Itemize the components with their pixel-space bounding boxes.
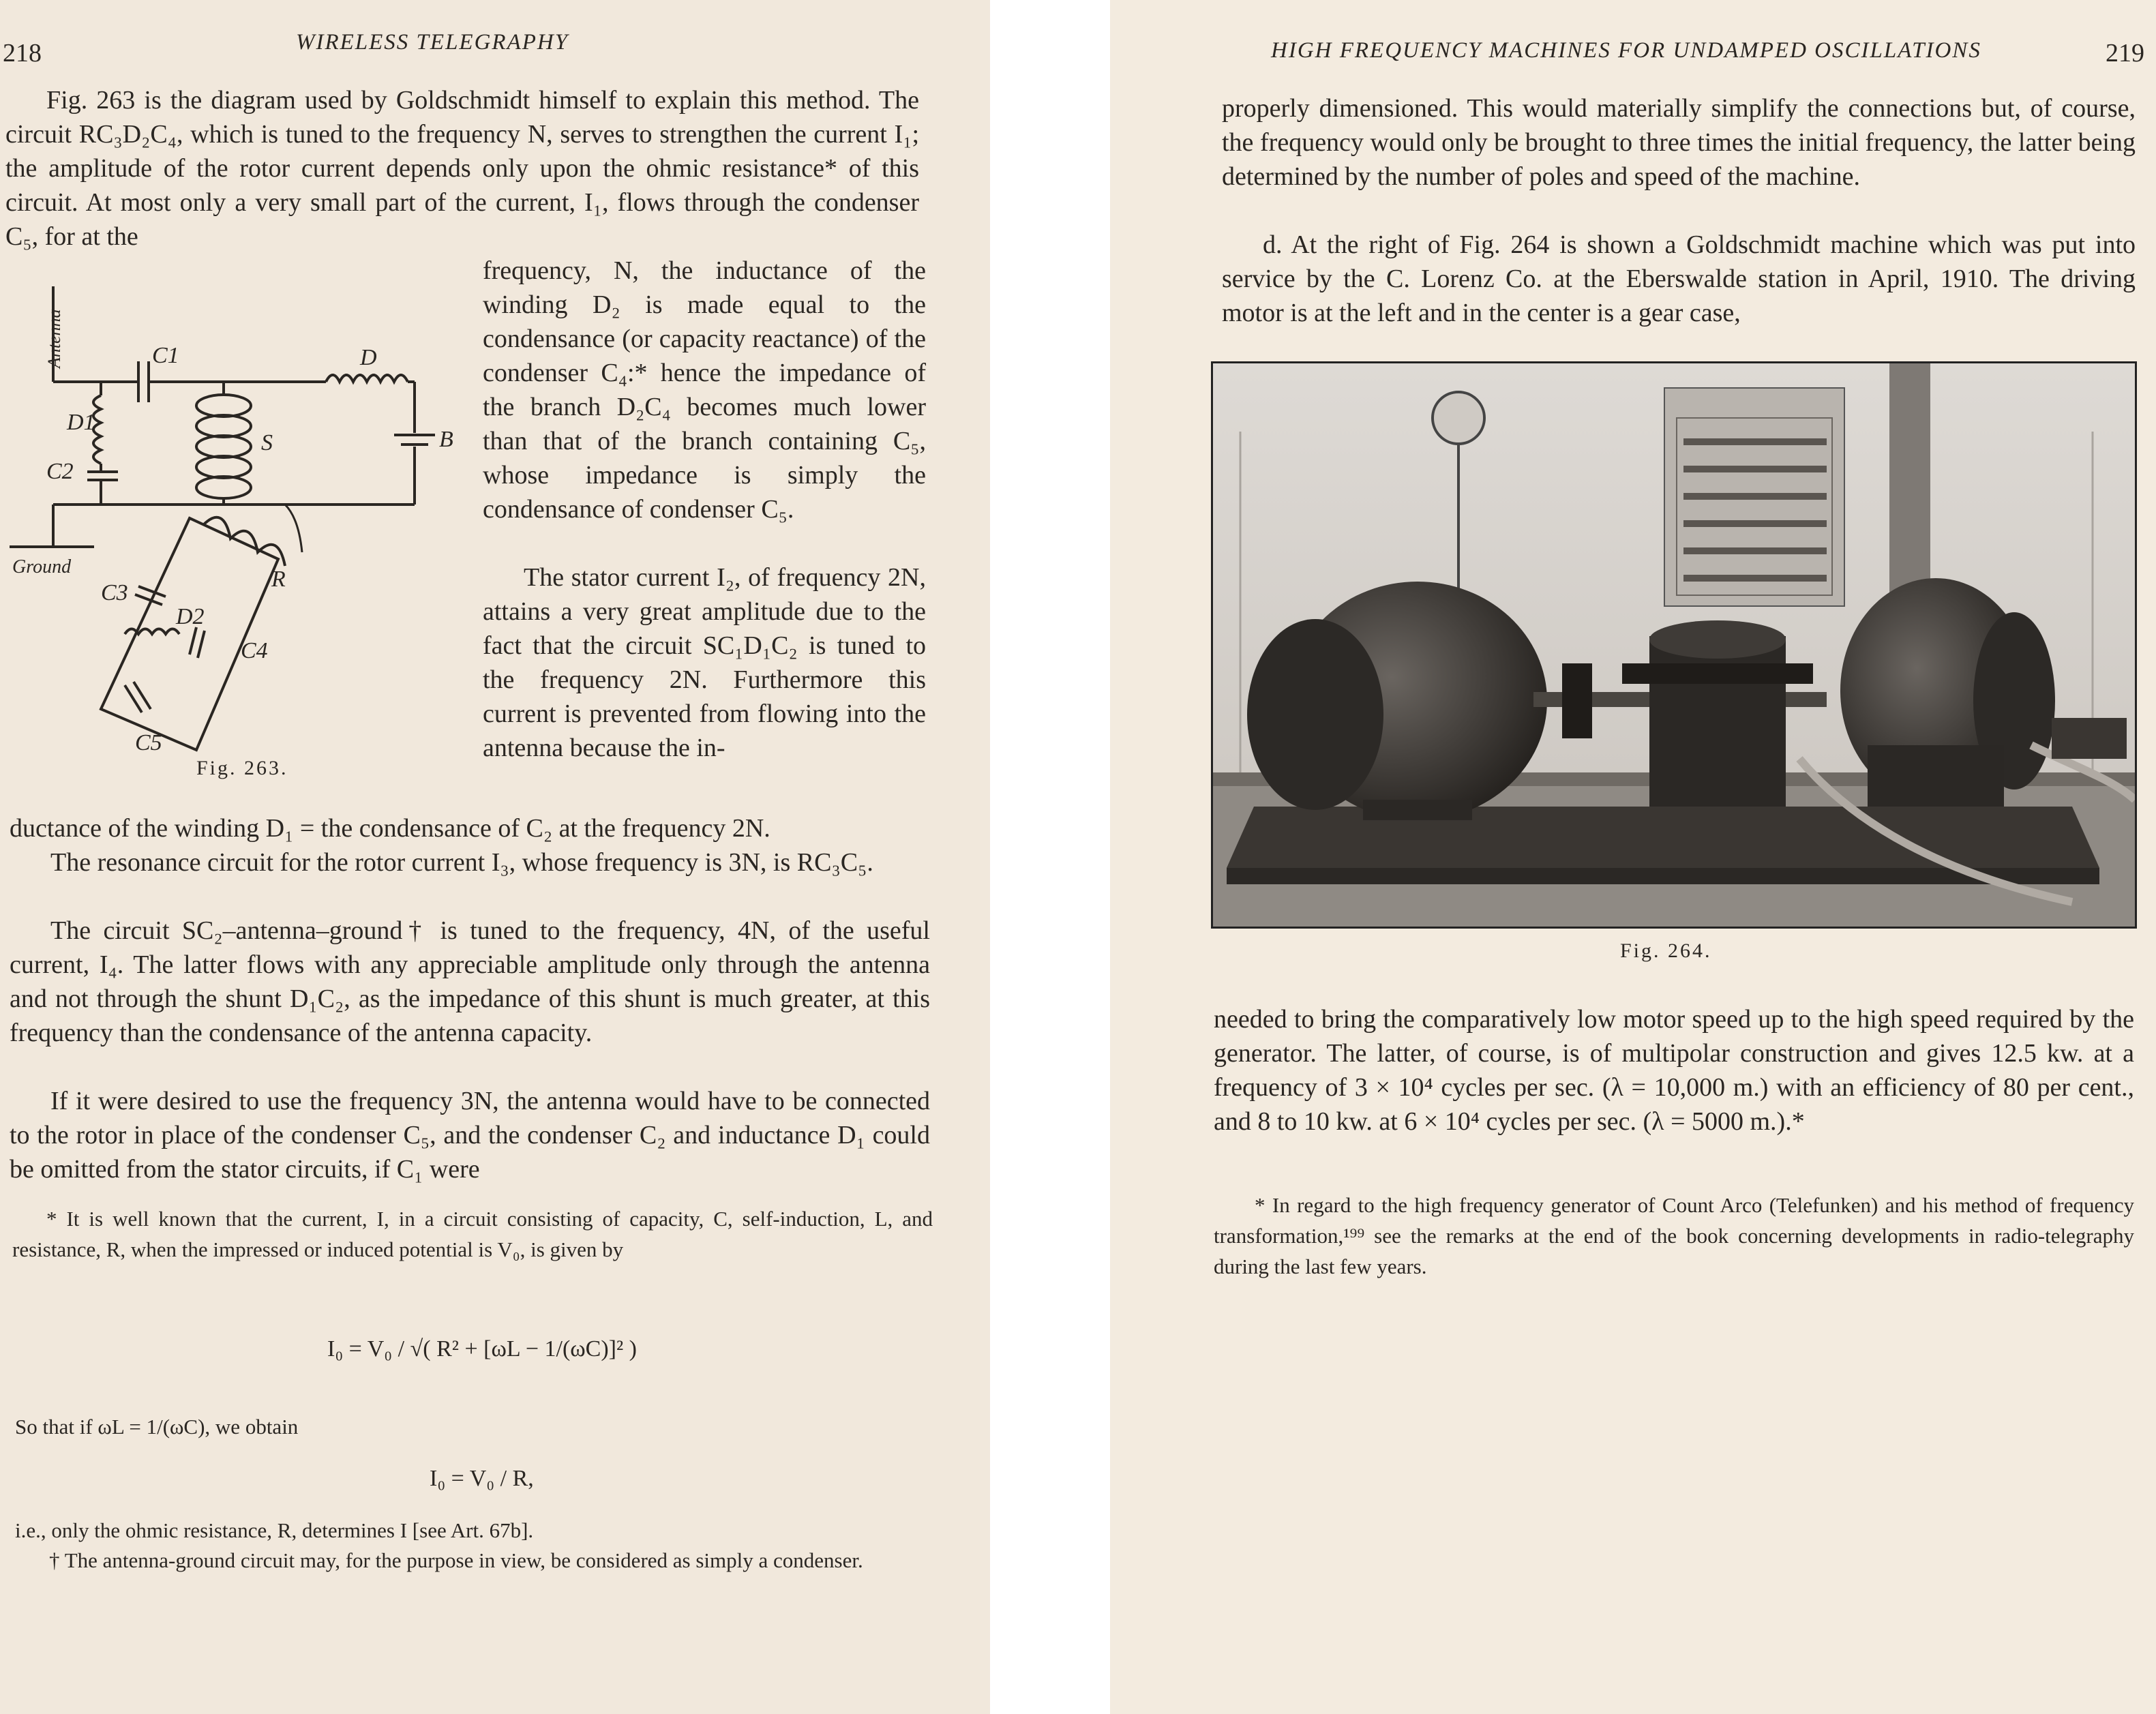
label-d1: D1 — [67, 410, 95, 435]
label-c2: C2 — [46, 459, 74, 484]
left-para-7 — [10, 1084, 930, 1186]
footnote-right-text: * In regard to the high frequency generator of Count Arco (Telefunken) and his method of frequency transformation,¹⁹⁹ see the remarks at the end of the book concerning developments in radio-telegraphy during the last few years. — [1214, 1193, 2134, 1278]
left-para-5-text: The resonance circuit for the rotor current I₃, whose frequency is 3N, is RC₃C₅. — [50, 848, 873, 877]
formula-2: I₀ = V₀ / R, — [430, 1466, 534, 1491]
left-page — [0, 0, 990, 1714]
footnote-dagger-text: † The antenna-ground circuit may, for the purpose in view, be considered as simply a condenser. — [49, 1548, 863, 1572]
label-c5: C5 — [135, 730, 162, 755]
label-b: B — [439, 427, 453, 452]
footnote-right — [1214, 1190, 2134, 1282]
formula-1: I₀ = V₀ / √( R² + [ωL − 1/(ωC)]² ) — [327, 1336, 637, 1362]
page-gutter — [990, 0, 1110, 1714]
running-head-left: WIRELESS TELEGRAPHY — [296, 30, 569, 55]
running-head-right: HIGH FREQUENCY MACHINES FOR UNDAMPED OSCILLATIONS — [1271, 38, 1981, 63]
gauge — [1433, 392, 1484, 444]
rotor-circuit — [101, 518, 278, 750]
d-inductor — [326, 375, 408, 382]
left-para-3 — [483, 560, 926, 765]
r-winding — [203, 517, 285, 566]
circuit-diagram — [5, 286, 476, 777]
left-para-3-text: The stator current I₂, of frequency 2N, attains a very great amplitude due to the fact that the circuit SC₁D₁C₂ is tuned to the frequency 2N. Furthermore this current is prevented from flowing into the antenna because the in- — [483, 563, 926, 762]
left-para-6-text: The circuit SC₂–antenna–ground† is tuned to the frequency, 4N, of the useful current, I₄. The latter flows with any appreciable amplitude only through the antenna and not through the shunt D₁C₂, as the impedance of this shunt is much greater, at this frequency than the condensance of the antenna capacity. — [10, 916, 930, 1047]
left-para-4: ductance of the winding D₁ = the condensance of C₂ at the frequency 2N. — [10, 814, 770, 843]
left-para-1-text: Fig. 263 is the diagram used by Goldschmidt himself to explain this method. The circuit RC₃D₂C₄, which is tuned to the frequency N, serves to strengthen the current I₁; the amplitude of the rotor current depends only upon the ohmic resistance* of this circuit. At most only a very small part of the current, I₁, flows through the condenser C₅, for at the — [5, 86, 919, 251]
left-para-5 — [10, 845, 930, 879]
fig263-caption: Fig. 263. — [196, 757, 288, 779]
label-ground: Ground — [12, 556, 72, 577]
footnote-dagger — [15, 1545, 935, 1576]
label-s: S — [261, 430, 273, 455]
right-para-2 — [1222, 228, 2136, 330]
left-para-2: frequency, N, the inductance of the winding D₂ is made equal to the condensance (or capacity reactance) of the condenser C₄:* hence the impedance of the branch D₂C₄ becomes much lower than that of the branch containing C₅, whose impedance is simply the condensance of condenser C₅. — [483, 256, 926, 524]
label-r: R — [271, 567, 286, 592]
c4-condenser — [190, 627, 196, 655]
right-para-2-text: d. At the right of Fig. 264 is shown a Goldschmidt machine which was put into service by the C. Lorenz Co. at the Eberswalde station in April, 1910. The driving motor is at the left and in the center is a gear case, — [1222, 230, 2136, 327]
label-d: D — [360, 345, 377, 370]
gear-case — [1649, 636, 1786, 807]
page-number-right: 219 — [2106, 39, 2144, 67]
label-c1: C1 — [152, 343, 179, 368]
label-antenna: Antenna — [44, 309, 64, 368]
label-d2: D2 — [176, 604, 205, 629]
s-coil — [196, 395, 251, 417]
footnote-star-left-text: * It is well known that the current, I, in a circuit consisting of capacity, C, self-induction, L, and resistance, R, when the impressed or induced potential is V₀, is given by — [12, 1207, 933, 1261]
page-number-left: 218 — [3, 39, 42, 67]
c3-condenser — [138, 586, 166, 597]
footnote-so-that: So that if ωL = 1/(ωC), we obtain — [15, 1415, 299, 1439]
label-c3: C3 — [101, 580, 128, 605]
left-para-6 — [10, 914, 930, 1050]
coupling — [1562, 663, 1592, 738]
footnote-ie: i.e., only the ohmic resistance, R, determines I [see Art. 67b]. — [15, 1518, 534, 1542]
right-para-1: properly dimensioned. This would materially simplify the connections but, of course, the frequency would only be brought to three times the initial frequency, the latter being determined by the number of poles and speed of the machine. — [1222, 94, 2136, 191]
fig264-caption: Fig. 264. — [1620, 939, 1712, 962]
left-para-7-text: If it were desired to use the frequency 3N, the antenna would have to be connected to the rotor in place of the condenser C₅, and the condenser C₂ and inductance D₁ could be omitted from the stator circuits, if C₁ were — [10, 1087, 930, 1184]
machine-photograph — [1211, 361, 2137, 929]
footnote-star-left — [12, 1203, 933, 1265]
right-para-3: needed to bring the comparatively low motor speed up to the high speed required by the generator. The latter, of course, is of multipolar construction and gives 12.5 kw. at a frequency of 3 × 10⁴ cycles per sec. (λ = 10,000 m.) with an efficiency of 80 per cent., and 8 to 10 kw. at 6 × 10⁴ cycles per sec. (λ = 5000 m.).* — [1214, 1005, 2134, 1136]
label-c4: C4 — [241, 638, 268, 663]
base-plate — [1227, 807, 2099, 868]
d2-inductor — [125, 629, 179, 635]
left-para-1 — [5, 83, 919, 254]
right-page — [1110, 0, 2156, 1714]
